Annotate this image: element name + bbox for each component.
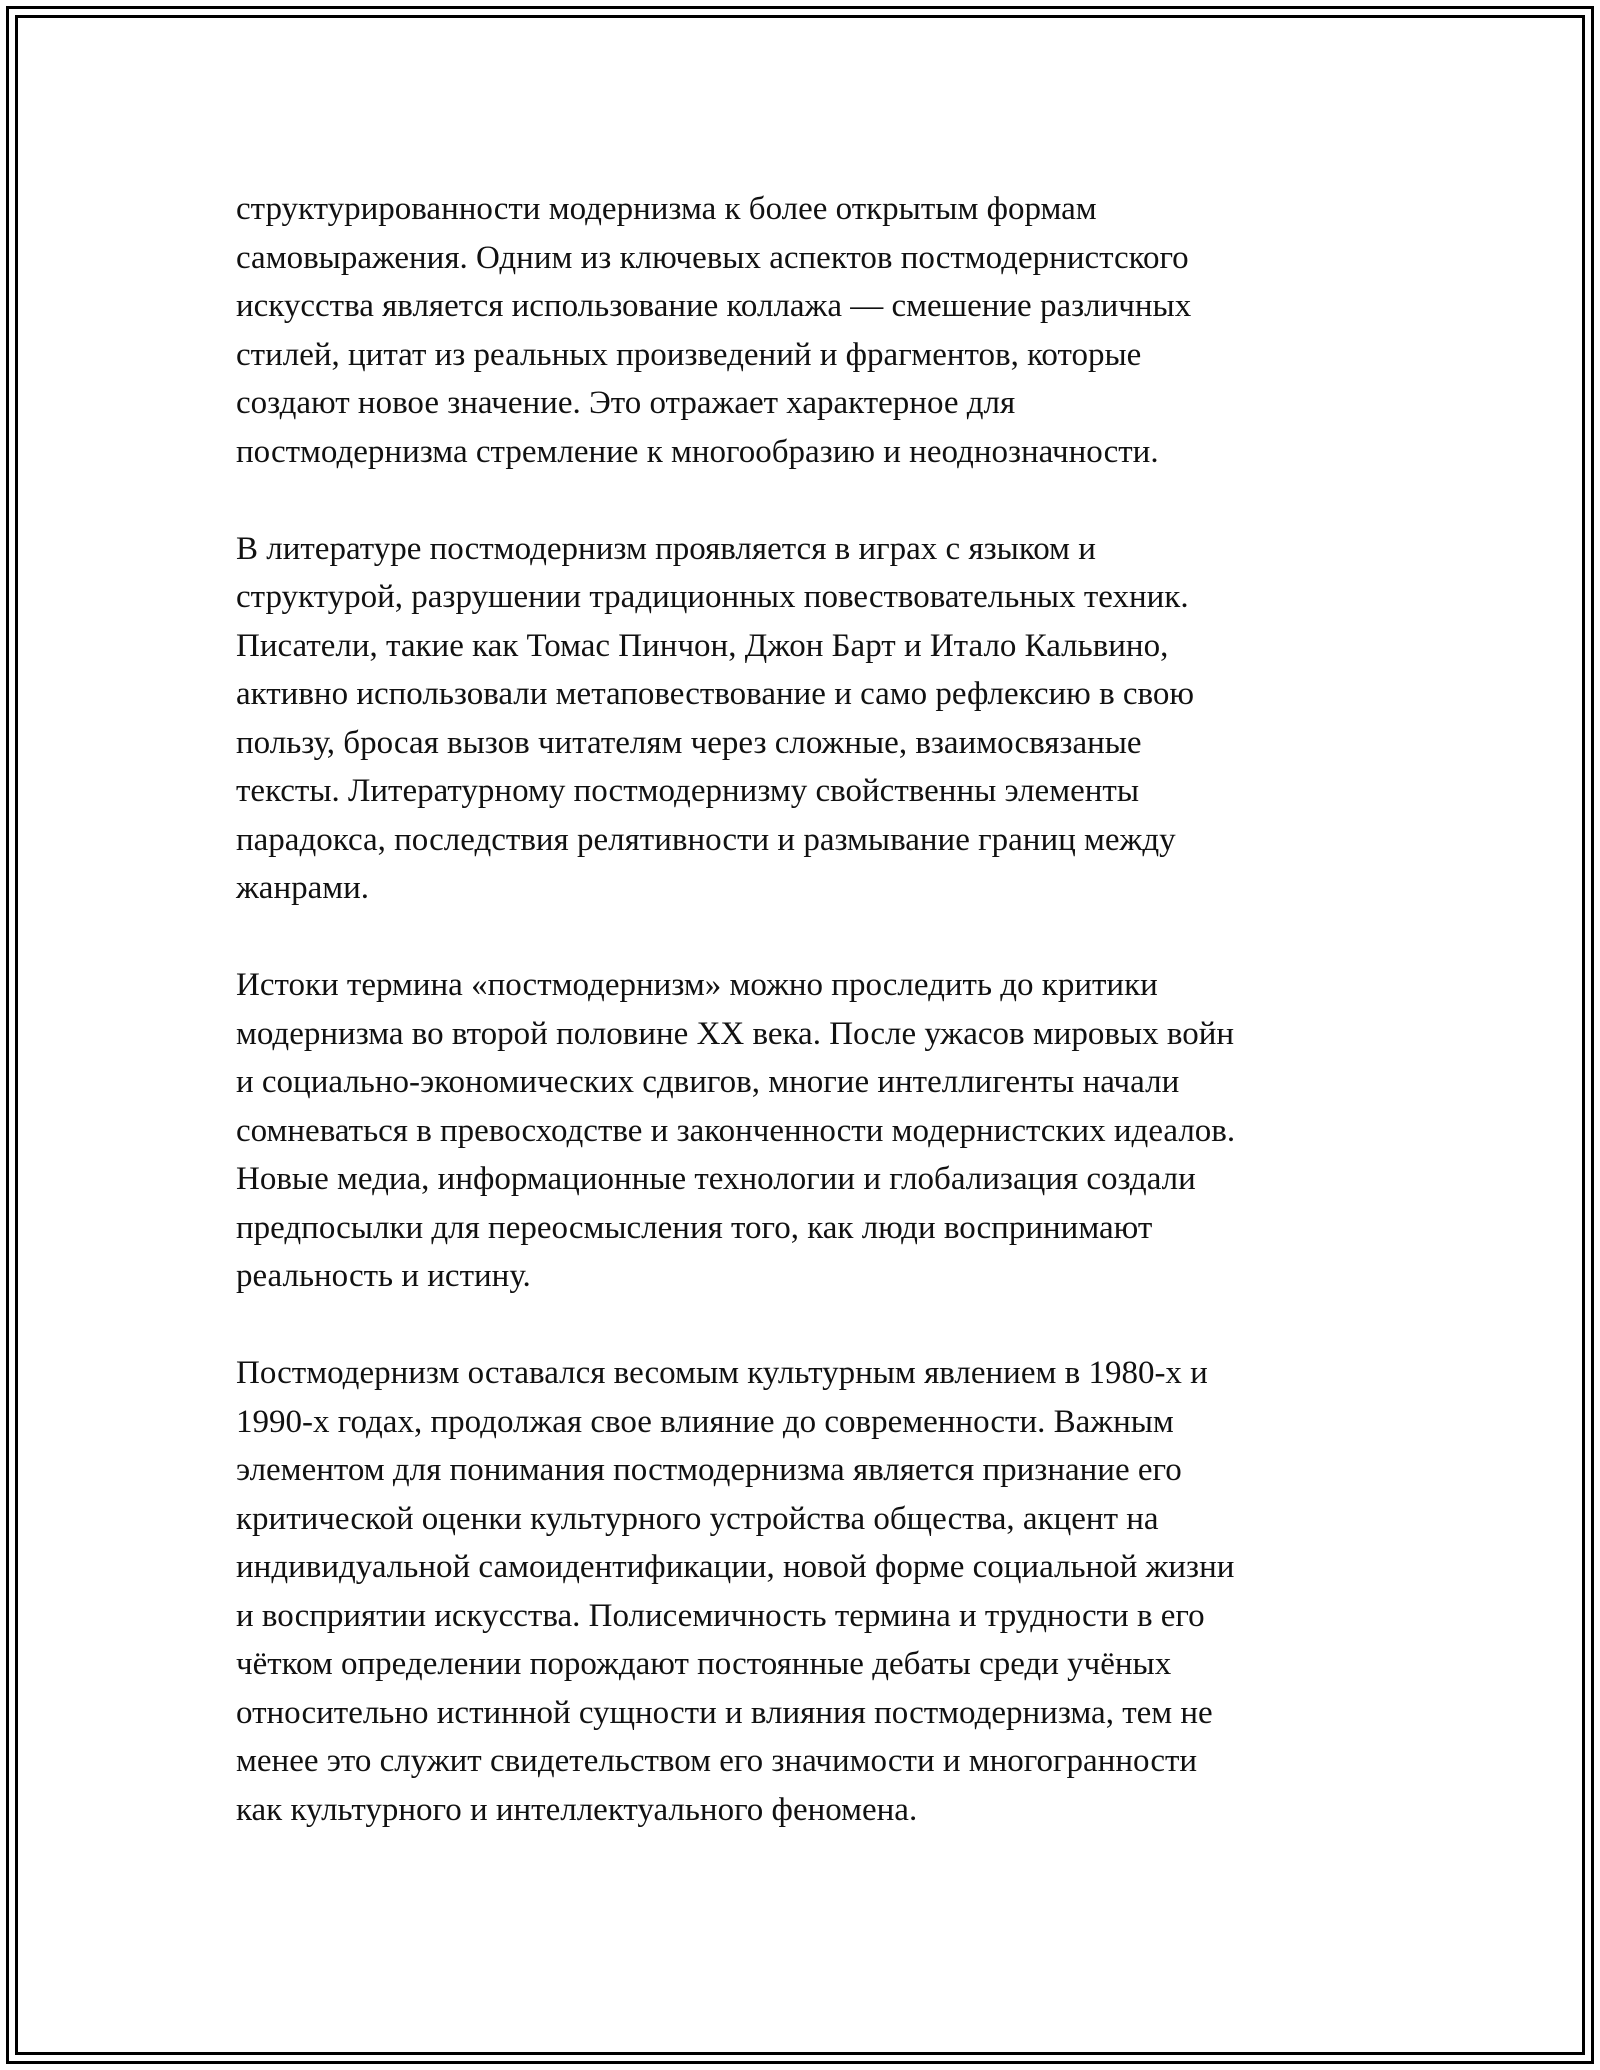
paragraph-legacy: Постмодернизм оставался весомым культурным явлением в 1980-х и 1990-х годах, продолжая свое влияние до современности. Важным элементом для понимания постмодернизма является признание его критической оценки культурного устройства общества, акцент на индивидуальной самоидентификации, новой форме социальной жизни и восприятии искусства. Полисемичность термина и трудности в его чётком определении порождают постоянные дебаты среди учёных относительно истинной сущности и влияния постмодернизма, тем не менее это служит свидетельством его значимости и многогранности как культурного и интеллектуального феномена.: [236, 1355, 1235, 1828]
paragraph-origins: Истоки термина «постмодернизм» можно проследить до критики модернизма во второй половине XX века. После ужасов мировых войн и социально-экономических сдвигов, многие интеллигенты начали сомневаться в превосходстве и законченности модернистских идеалов. Новые медиа, информационные технологии и глобализация создали предпосылки для переосмысления того, как люди воспринимают реальность и истину.: [236, 967, 1236, 1294]
paragraph-collage: структурированности модернизма к более открытым формам самовыражения. Одним из ключевых аспектов постмодернистского искусства является использование коллажа — смешение различных стилей, цитат из реальных произведений и фрагментов, которые создают новое значение. Это отражает характерное для постмодернизма стремление к многообразию и неоднозначности.: [236, 191, 1192, 470]
paragraph-literature: В литературе постмодернизм проявляется в играх с языком и структурой, разрушении традиционных повествовательных техник. Писатели, такие как Томас Пинчон, Джон Барт и Итало Кальвино, активно использовали метаповествование и само рефлексию в свою пользу, бросая вызов читателям через сложные, взаимосвязаные тексты. Литературному постмодернизму свойственны элементы парадокса, последствия релятивности и размывание границ между жанрами.: [236, 530, 1195, 906]
document-body: [236, 185, 1376, 1834]
